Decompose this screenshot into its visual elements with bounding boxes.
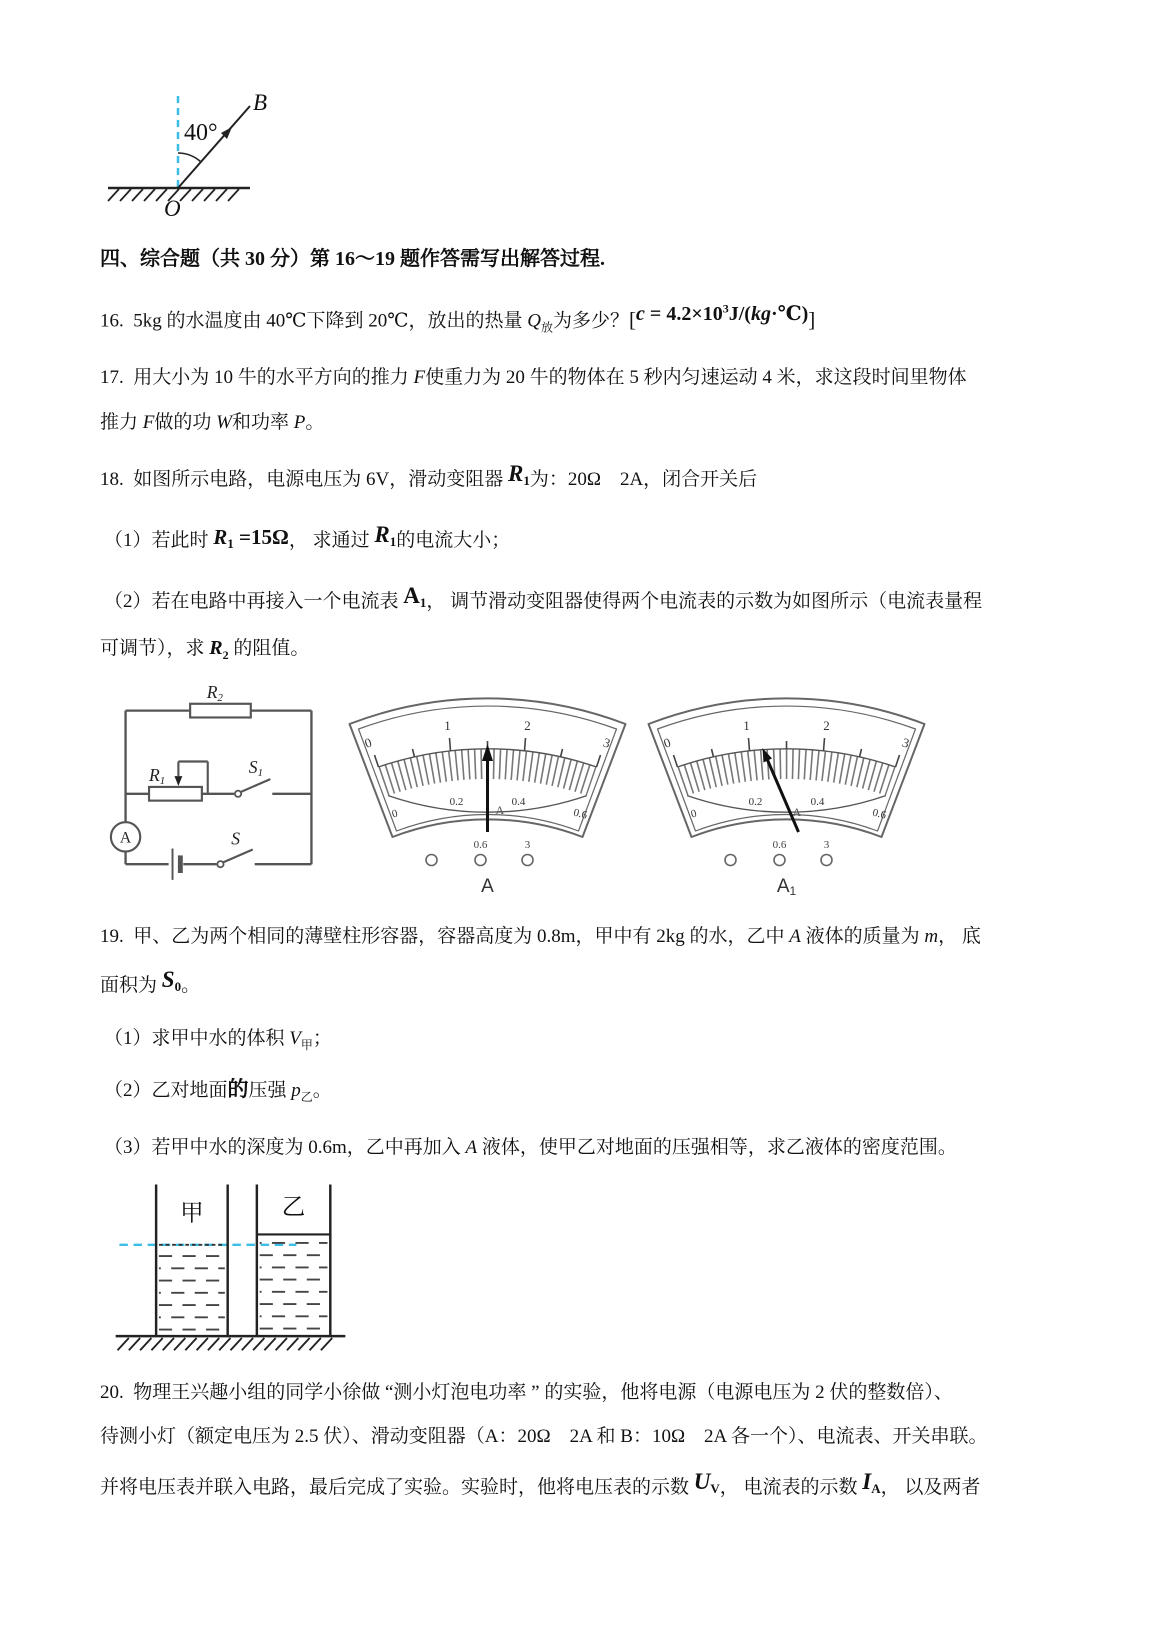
svg-text:0.6: 0.6 xyxy=(871,807,888,823)
ammeter-a1-dial xyxy=(644,684,929,874)
ammeter-a-dial xyxy=(345,684,630,874)
ammeter-letter: A xyxy=(119,830,132,848)
q16-formula: $c = 4.2\times 10^3J/(kg\cdot℃)$ xyxy=(636,301,809,325)
svg-text:0.6: 0.6 xyxy=(572,807,589,823)
circuit-diagram xyxy=(106,684,331,884)
section-header: 四、综合题（共 30 分）第 16～19 题作答需写出解答过程. xyxy=(100,248,605,270)
svg-text:0: 0 xyxy=(390,808,399,822)
q18-r2-var: $R_2$ xyxy=(209,637,229,663)
terminal-label-3: 3 xyxy=(823,839,830,852)
q20-line2: 待测小灯（额定电压为 2.5 伏）、滑动变阻器（A：20Ω 2A 和 B：10Ω 2A 各一个）、电流表、开关串联。 xyxy=(100,1426,988,1448)
svg-text:2: 2 xyxy=(524,718,531,734)
r2-label: R2 xyxy=(206,684,223,705)
container-yi-label: 乙 xyxy=(281,1194,306,1221)
ray-ob xyxy=(178,106,250,188)
r1-label: R1 xyxy=(149,765,166,788)
svg-text:3: 3 xyxy=(601,735,613,752)
switch-s1-lever xyxy=(241,780,270,793)
terminal-label-06: 0.6 xyxy=(772,839,787,852)
switch-s-lever xyxy=(223,850,252,863)
svg-text:0: 0 xyxy=(689,808,698,822)
q18-figures xyxy=(106,684,1066,898)
q17-line2: 推力 F做的功 W和功率 P。 xyxy=(100,412,325,434)
s1-label: S1 xyxy=(248,757,263,780)
q18-line1: 18. 如图所示电路，电源电压为 6V，滑动变阻器 R1为：20Ω 2A，闭合开关后 xyxy=(100,461,758,491)
q16-number: 16. xyxy=(100,310,124,332)
q18-sub1: （1）若此时 $R_1 =15\Omega$， 求通过 R1的电流大小； xyxy=(104,522,511,552)
svg-text:0: 0 xyxy=(661,735,673,752)
terminals xyxy=(725,855,832,866)
ammeter-a1 xyxy=(644,684,929,898)
angle-label: 40° xyxy=(184,120,218,146)
q17-number: 17. xyxy=(100,367,124,389)
container-jia-label: 甲 xyxy=(180,1200,204,1227)
svg-text:0.4: 0.4 xyxy=(511,796,526,809)
q18-number: 18. xyxy=(100,469,124,491)
svg-text:3: 3 xyxy=(900,735,912,752)
switch-s-pivot xyxy=(217,862,223,868)
svg-text:0.2: 0.2 xyxy=(748,796,763,809)
q20-line1: 20. 物理王兴趣小组的同学小徐做 “测小灯泡电功率 ” 的实验，他将电源（电源电压为 2 伏的整数倍）、 xyxy=(100,1382,953,1404)
ammeter-a-caption: A xyxy=(481,876,494,898)
q18-r1-var2: R1 xyxy=(374,522,397,550)
terminal-label-06: 0.6 xyxy=(473,839,488,852)
q18-a1-var: A1 xyxy=(403,583,427,611)
svg-text:0: 0 xyxy=(362,735,374,752)
point-b-label: B xyxy=(253,90,268,115)
switch-s1-pivot xyxy=(235,791,241,797)
terminal-label-3: 3 xyxy=(524,839,531,852)
q20-line3: 并将电压表并联入电路，最后完成了实验。实验时，他将电压表的示数 UV， 电流表的示数 IA， 以及两者 xyxy=(100,1469,981,1499)
rheostat-r1 xyxy=(149,787,202,801)
q18-sub2-wrap: 可调节），求 $R_2$ 的阻值。 xyxy=(100,637,310,663)
dial-unit: A xyxy=(495,803,505,818)
s-label: S xyxy=(231,829,241,850)
svg-text:1: 1 xyxy=(444,718,451,734)
q20-ia-var: IA xyxy=(862,1469,881,1497)
jia-water-dashes xyxy=(159,1256,225,1329)
ammeter-a xyxy=(345,684,630,898)
point-o-label: O xyxy=(164,196,181,221)
q20-number: 20. xyxy=(100,1382,124,1404)
yi-water-dashes xyxy=(260,1243,328,1329)
svg-text:2: 2 xyxy=(823,718,830,734)
dial-unit: A xyxy=(792,805,802,820)
svg-text:1: 1 xyxy=(743,718,750,734)
angle-arc xyxy=(178,153,201,162)
q18-r1-eq: $R_1 =15\Omega$ xyxy=(213,525,289,552)
ground-hatching xyxy=(118,1338,333,1350)
q20-uv-var: UV xyxy=(693,1469,720,1497)
q16-line: 16. 5kg 的水温度由 40℃下降到 20℃，放出的热量 $Q_放$为多少？$[c = 4.2\times 10^3J/(kg\cdot℃)]$ xyxy=(100,301,816,335)
q19-number: 19. xyxy=(100,926,124,948)
resistor-r2 xyxy=(190,704,251,718)
q19-s0-var: S0 xyxy=(161,967,182,995)
q18-sub2: （2）若在电路中再接入一个电流表 A1， 调节滑动变阻器使得两个电流表的示数为如图所示（电流表量程 xyxy=(104,583,983,613)
terminals xyxy=(426,855,533,866)
q17-line1: 17. 用大小为 10 牛的水平方向的推力 F使重力为 20 牛的物体在 5 秒内匀速运动 4 米，求这段时间里物体 xyxy=(100,367,967,389)
q19-sub1: （1）求甲中水的体积 $V_甲$； xyxy=(104,1028,332,1053)
svg-text:0.4: 0.4 xyxy=(810,796,825,809)
q19-sub2: （2）乙对地面的压强 $p_乙$。 xyxy=(104,1077,332,1105)
containers-figure xyxy=(108,1177,353,1370)
slider-arrow xyxy=(174,777,182,787)
svg-text:0.2: 0.2 xyxy=(449,796,464,809)
ammeter-a1-caption: A1 xyxy=(776,876,797,899)
q19-sub3: （3）若甲中水的深度为 0.6m，乙中再加入 A 液体，使甲乙对地面的压强相等，求乙液体的密度范围。 xyxy=(104,1137,957,1159)
q19-line1: 19. 甲、乙为两个相同的薄壁柱形容器，容器高度为 0.8m，甲中有 2kg 的水，乙中 A 液体的质量为 m， 底 xyxy=(100,926,981,948)
q19-line2: 面积为 S0。 xyxy=(100,967,201,997)
q18-r1-var: R1 xyxy=(507,461,530,489)
angle-figure xyxy=(100,88,310,233)
